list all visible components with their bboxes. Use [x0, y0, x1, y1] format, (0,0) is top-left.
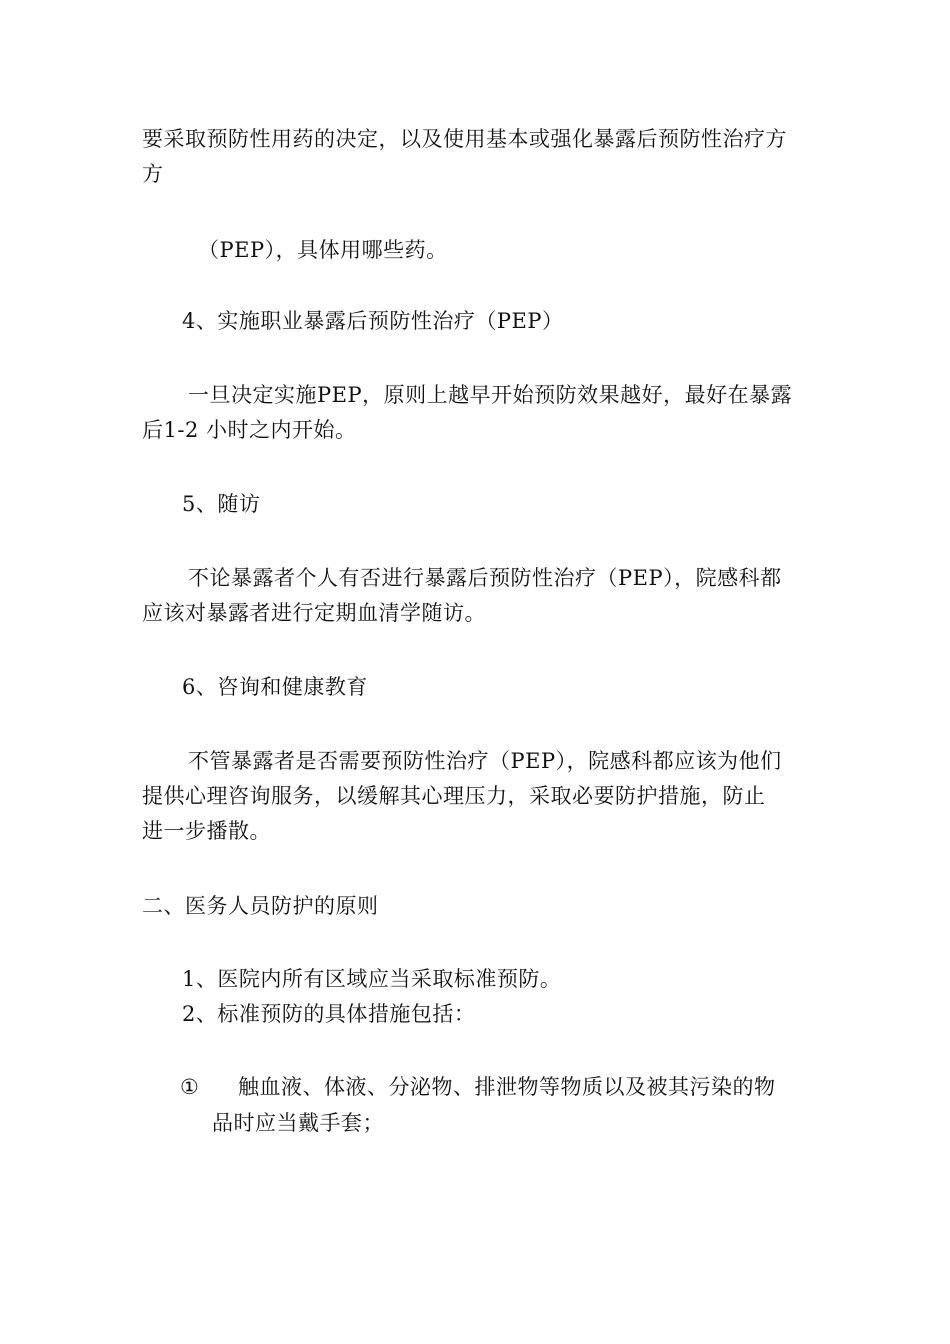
text-line-12: 提供心理咨询服务，以缓解其心理压力，采取必要防护措施，防止 — [142, 784, 766, 808]
section-heading-5: 5、随访 — [182, 492, 261, 516]
text-line-3: （PEP），具体用哪些药。 — [198, 238, 448, 262]
text-line-6: 后1-2 小时之内开始。 — [142, 418, 357, 442]
chapter-heading-2: 二、医务人员防护的原则 — [142, 894, 379, 918]
text-line-11: 不管暴露者是否需要预防性治疗（PEP），院感科都应该为他们 — [188, 749, 782, 773]
text-line-1: 要采取预防性用药的决定，以及使用基本或强化暴露后预防性治疗方 — [142, 127, 787, 151]
section-heading-6: 6、咨询和健康教育 — [182, 675, 368, 699]
section-heading-4: 4、实施职业暴露后预防性治疗（PEP） — [182, 309, 564, 333]
text-line-5: 一旦决定实施PEP，原则上越早开始预防效果越好，最好在暴露 — [188, 383, 793, 407]
text-line-8: 不论暴露者个人有否进行暴露后预防性治疗（PEP），院感科都 — [188, 566, 782, 590]
text-line-2: 方 — [142, 162, 164, 186]
list-marker-circled-1: ① — [180, 1075, 200, 1099]
text-line-13: 进一步播散。 — [142, 819, 271, 843]
list-item-1-line-2: 品时应当戴手套； — [212, 1111, 384, 1135]
list-item-1-line-1: 触血液、体液、分泌物、排泄物等物质以及被其污染的物 — [238, 1075, 776, 1099]
text-line-16: 2、标准预防的具体措施包括： — [182, 1002, 476, 1026]
text-line-9: 应该对暴露者进行定期血清学随访。 — [142, 601, 486, 625]
text-line-15: 1、医院内所有区域应当采取标准预防。 — [182, 967, 562, 991]
